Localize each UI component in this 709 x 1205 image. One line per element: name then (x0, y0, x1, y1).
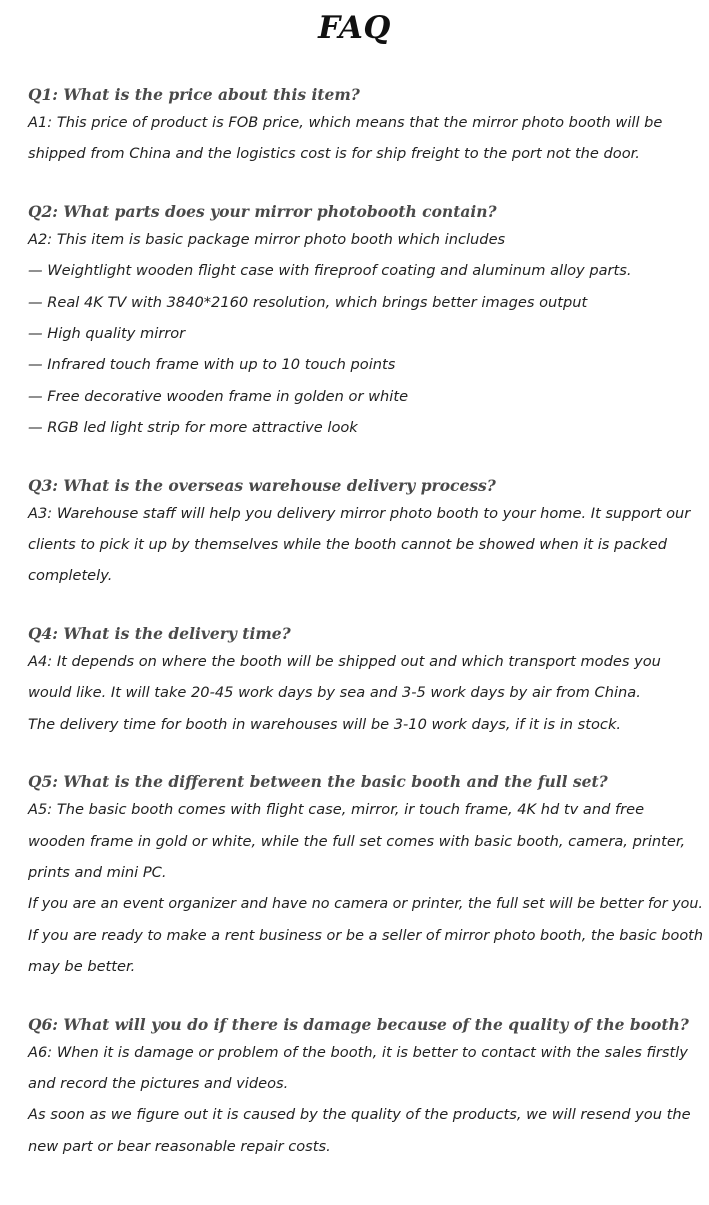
faq-answer-line: A5: The basic booth comes with flight case, mirror, ir touch frame, 4K hd tv and free (28, 801, 645, 819)
faq-item-2 (28, 200, 703, 444)
faq-question: Q6: What will you do if there is damage because of the quality of the booth? (28, 1014, 689, 1034)
faq-answer-line: If you are ready to make a rent business or be a seller of mirror photo booth, the basic booth (28, 926, 704, 944)
faq-answer-line: prints and mini PC. (28, 863, 167, 881)
faq-question: Q3: What is the overseas warehouse delivery process? (28, 475, 496, 495)
faq-answer-line: completely. (28, 567, 113, 585)
faq-answer-line: If you are an event organizer and have no camera or printer, the full set will be better for you. (28, 895, 703, 913)
faq-answer-line: wooden frame in gold or white, while the full set comes with basic booth, camera, printer, (28, 832, 686, 850)
faq-answer-line: A1: This price of product is FOB price, which means that the mirror photo booth will be (28, 114, 663, 131)
faq-answer-line: A2: This item is basic package mirror photo booth which includes (28, 230, 506, 248)
faq-item-6 (28, 1013, 703, 1163)
faq-answer-line: and record the pictures and videos. (28, 1074, 289, 1092)
faq-answer-line: — Weightlight wooden flight case with fireproof coating and aluminum alloy parts. (28, 262, 632, 280)
faq-answer-line: A6: When it is damage or problem of the booth, it is better to contact with the sales firstly (28, 1043, 688, 1061)
faq-question: Q4: What is the delivery time? (28, 623, 291, 643)
faq-question: Q1: What is the price about this item? (28, 85, 360, 104)
faq-question: Q5: What is the different between the basic booth and the full set? (28, 772, 608, 792)
faq-answer-line: — RGB led light strip for more attractive look (28, 419, 358, 437)
faq-question: Q2: What parts does your mirror photobooth contain? (28, 201, 497, 221)
faq-answer-line: — High quality mirror (28, 325, 186, 343)
faq-answer-line: A3: Warehouse staff will help you delivery mirror photo booth to your home. It support our (28, 504, 691, 522)
faq-item-4 (28, 622, 703, 740)
faq-answer-line: may be better. (28, 958, 136, 976)
faq-answer-line: clients to pick it up by themselves while the booth cannot be showed when it is packed (28, 536, 667, 554)
faq-answer-line: — Real 4K TV with 3840*2160 resolution, which brings better images output (28, 293, 588, 311)
page-title: FAQ (318, 10, 391, 46)
faq-answer-line: The delivery time for booth in warehouses will be 3-10 work days, if it is in stock. (28, 715, 622, 733)
faq-item-5 (28, 770, 703, 982)
faq-answer-line: would like. It will take 20-45 work days by sea and 3-5 work days by air from China. (28, 684, 641, 702)
faq-item-1 (28, 83, 703, 170)
faq-answer-line: — Free decorative wooden frame in golden or white (28, 387, 409, 405)
faq-answer-line: As soon as we figure out it is caused by the quality of the products, we will resend you the (28, 1106, 691, 1124)
faq-item-3 (28, 474, 703, 592)
faq-answer-line: — Infrared touch frame with up to 10 touch points (28, 356, 396, 374)
faq-answer-line: shipped from China and the logistics cost is for ship freight to the port not the door. (28, 145, 640, 163)
faq-answer-line: new part or bear reasonable repair costs. (28, 1137, 331, 1155)
faq-answer-line: A4: It depends on where the booth will be shipped out and which transport modes you (28, 652, 661, 670)
faq-list (28, 83, 703, 1192)
